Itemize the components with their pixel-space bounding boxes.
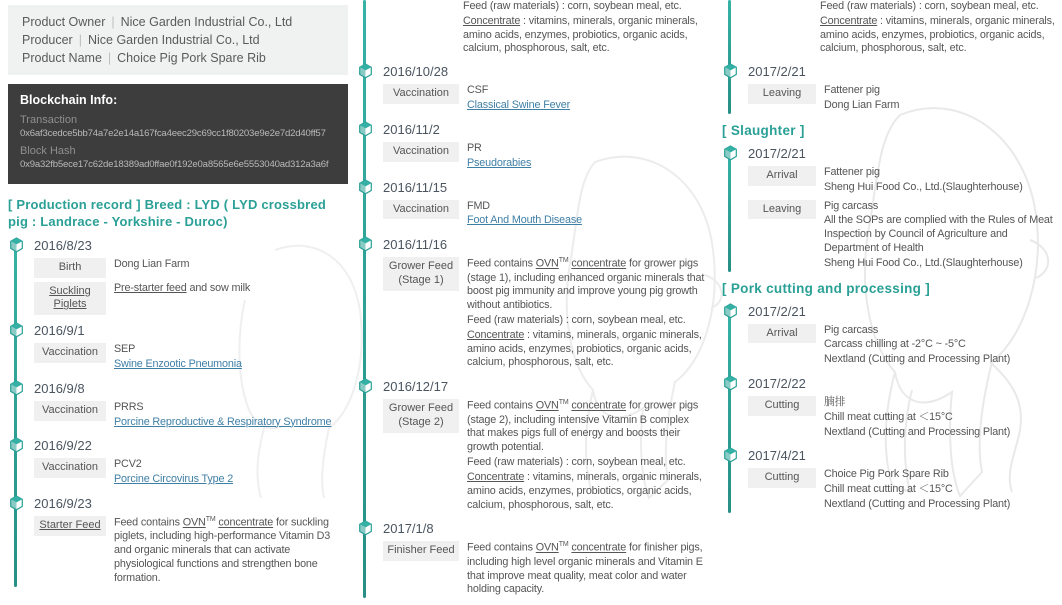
value-line: [824, 338, 1060, 352]
blockchain-cube-icon: [9, 322, 24, 338]
event-value: [467, 257, 707, 371]
event-row: [383, 541, 707, 598]
text-segment: CSF: [467, 84, 489, 97]
value-line: [824, 498, 1060, 512]
timeline-production: [8, 237, 348, 587]
product-info-label: Product Owner: [22, 15, 106, 29]
blockchain-cube-icon: [723, 145, 738, 161]
text-segment: : vitamins, minerals, organic minerals, amino acids, enzymes, probiotics, organic acids, calcium, phosphorous, salt, etc.: [463, 14, 698, 55]
timeline-entry: [383, 121, 707, 172]
blockchain-cube-icon: [9, 380, 24, 396]
entry-date: 2017/2/21: [748, 303, 806, 319]
detail-link[interactable]: Porcine Circovirus Type 2: [114, 473, 234, 486]
text-segment: Feed (raw materials) : corn, soybean meal, etc.: [463, 0, 682, 12]
entry-date: 2017/2/21: [748, 145, 806, 161]
timeline-continuation: [748, 0, 1060, 56]
value-line: [463, 0, 707, 14]
value-line: [114, 401, 348, 415]
event-row: [748, 84, 1060, 114]
value-line: [824, 200, 1060, 214]
timeline-entry: [34, 437, 348, 488]
event-type-label: Leaving: [748, 84, 816, 104]
text-segment: Pig carcass: [824, 323, 879, 336]
event-row: [34, 258, 348, 278]
text-segment: Nextland (Cutting and Processing Plant): [824, 498, 1011, 511]
event-row: [34, 282, 348, 316]
entry-date: 2017/2/22: [748, 376, 806, 391]
timeline-entry: [748, 375, 1060, 440]
timeline-entry: [383, 236, 707, 371]
text-segment: : vitamins, minerals, organic minerals, amino acids, enzymes, probiotics, organic acids, calcium, phosphorous, salt, etc.: [820, 14, 1055, 55]
event-value: [824, 166, 1060, 196]
entry-date: 2016/9/1: [34, 323, 85, 339]
event-type-label: Grower Feed (Stage 2): [383, 399, 459, 433]
value-line: [114, 416, 348, 430]
event-value: [467, 541, 707, 598]
text-segment: Feed contains: [114, 516, 183, 529]
event-type-label: Finisher Feed: [383, 541, 459, 561]
event-value: [467, 84, 707, 114]
event-type-label: Vaccination: [34, 401, 106, 421]
text-segment: Chill meat cutting at ＜15°C: [824, 483, 953, 496]
event-row: [748, 200, 1060, 272]
event-type-label: Arrival: [748, 166, 816, 186]
text-segment: Concentrate: [463, 14, 521, 27]
blockchain-cube-icon: [9, 237, 24, 253]
value-line: [824, 214, 1060, 255]
value-line: [467, 257, 707, 313]
product-info-label: Producer: [22, 33, 73, 48]
entry-date: 2016/10/28: [383, 64, 449, 80]
text-segment: SEP: [114, 343, 136, 356]
timeline-entry: [383, 63, 707, 114]
event-value: [114, 401, 348, 431]
value-line: [467, 157, 707, 171]
product-info-row: [22, 49, 334, 67]
event-type-label: Vaccination: [383, 142, 459, 162]
text-segment: OVN: [535, 541, 559, 554]
block-hash: 0x9a32fb5ece17c62de18389ad0ffae0f192e0a8565e6e5553040ad312a3a6f: [20, 158, 329, 170]
blockchain-cube-icon: [723, 447, 738, 463]
text-segment: Feed (raw materials) : corn, soybean meal, etc.: [820, 0, 1039, 12]
event-type-label[interactable]: Starter Feed: [34, 516, 106, 536]
blockchain-cube-icon: [358, 179, 373, 195]
text-segment: : vitamins, minerals, organic minerals, amino acids, enzymes, probiotics, organic acids, calcium, phosphorous, salt, etc.: [467, 328, 702, 369]
event-value: [824, 324, 1060, 368]
timeline-production-continued: [357, 0, 707, 598]
event-row: [34, 458, 348, 488]
blockchain-cube-icon: [358, 236, 373, 252]
text-segment: PCV2: [114, 458, 142, 471]
text-segment: concentrate: [571, 399, 627, 412]
timeline-entry: [748, 447, 1060, 512]
blockchain-info-title: Blockchain Info:: [20, 93, 118, 108]
product-info-row: [22, 13, 334, 31]
blockchain-cube-icon: [723, 303, 738, 319]
event-type-label[interactable]: Suckling Piglets: [34, 282, 106, 316]
text-segment: Fattener pig: [824, 84, 880, 97]
entry-date: 2017/1/8: [383, 521, 434, 537]
detail-link[interactable]: Classical Swine Fever: [467, 99, 571, 112]
event-row: [383, 84, 707, 114]
value-line: [467, 329, 707, 370]
product-info-value: Nice Garden Industrial Co., Ltd: [120, 15, 293, 29]
entry-date: 2016/11/16: [383, 237, 448, 253]
text-segment: TM: [558, 399, 569, 407]
text-segment: Sheng Hui Food Co., Ltd.(Slaughterhouse): [824, 180, 1023, 193]
event-value: [824, 84, 1060, 114]
timeline-entry: [748, 303, 1060, 368]
timeline-slaughter-processing: [722, 0, 1060, 513]
value-line: [114, 358, 348, 372]
production-record-heading: [ Production record ] Breed : LYD ( LYD crossbred pig : Landrace - Yorkshire - Duroc): [8, 196, 327, 230]
timeline-entry: [34, 322, 348, 373]
text-segment: for grower pigs (stage 2), including intensive Vitamin B complex that makes pigs full of energy and boosts their growth potential.: [467, 399, 699, 454]
separator: |: [111, 15, 115, 29]
product-info-value: Nice Garden Industrial Co., Ltd: [87, 33, 260, 48]
event-row: [748, 468, 1060, 512]
text-segment: : vitamins, minerals, organic minerals, amino acids, enzymes, probiotics, organic acids, calcium, phosphorous, salt, etc.: [467, 470, 702, 511]
value-line: [467, 314, 707, 328]
value-line: [114, 258, 348, 272]
text-segment: Chill meat cutting at ＜15°C: [824, 410, 953, 423]
block-hash-label: Block Hash: [20, 145, 76, 158]
text-segment: TM: [558, 257, 569, 265]
event-type-label: Cutting: [748, 396, 816, 416]
value-line: [467, 142, 707, 156]
text-segment: PR: [467, 141, 482, 154]
timeline-group: [722, 303, 1060, 513]
detail-link[interactable]: Foot And Mouth Disease: [467, 214, 582, 227]
event-value: [467, 142, 707, 172]
text-segment: TM: [205, 516, 216, 524]
event-row: [748, 396, 1060, 440]
event-type-label: Cutting: [748, 468, 816, 488]
event-value: [467, 399, 707, 513]
event-value: [114, 343, 348, 373]
value-line: [820, 0, 1060, 14]
timeline-group: [357, 0, 707, 598]
value-line: [824, 411, 1060, 425]
product-info-label: Product Name: [22, 51, 102, 66]
value-line: [824, 181, 1060, 195]
detail-link[interactable]: Pseudorabies: [467, 156, 532, 169]
text-segment: concentrate: [218, 516, 274, 529]
text-segment: concentrate: [571, 541, 627, 554]
blockchain-info-panel: [8, 84, 348, 183]
timeline-entry: [748, 145, 1060, 272]
text-segment: Nextland (Cutting and Processing Plant): [824, 353, 1011, 366]
text-segment: OVN: [535, 257, 559, 270]
text-segment: Pig carcass: [824, 199, 879, 212]
event-row: [383, 200, 707, 230]
entry-date: 2016/9/23: [34, 496, 92, 512]
entry-date: 2016/11/2: [383, 121, 440, 137]
timeline-group: [722, 145, 1060, 272]
event-type-label: Grower Feed (Stage 1): [383, 257, 459, 291]
timeline-group: [8, 237, 348, 587]
value-line: [467, 541, 707, 597]
entry-date: 2016/9/22: [34, 438, 92, 454]
timeline-entry: [34, 495, 348, 587]
entry-date: 2017/2/21: [748, 64, 806, 80]
value-line: [820, 15, 1060, 56]
text-segment: Concentrate: [467, 470, 525, 483]
text-segment: Nextland (Cutting and Processing Plant): [824, 425, 1011, 438]
transaction-hash: 0x6af3cedce5bb74a7e2e14a167fca4eec29c69cc1f80203e9e2e7d2d40ff57: [20, 128, 326, 140]
product-info-box: [8, 5, 348, 75]
value-line: [467, 456, 707, 470]
text-segment: Feed contains: [467, 541, 536, 554]
timeline-group: [722, 0, 1060, 114]
event-row: [748, 166, 1060, 196]
event-row: [748, 324, 1060, 368]
timeline-entry: [34, 237, 348, 315]
text-segment: Feed contains: [467, 257, 536, 270]
value-line: [114, 516, 348, 586]
entry-date: 2016/9/8: [34, 380, 85, 396]
entry-date: 2016/11/15: [383, 179, 448, 195]
separator: |: [107, 51, 112, 66]
text-segment: Dong Lian Farm: [114, 257, 190, 270]
section-heading: [ Slaughter ]: [722, 122, 805, 138]
text-segment: Feed (raw materials) : corn, soybean meal, etc.: [467, 313, 686, 326]
value-line: [467, 399, 707, 455]
event-value: [467, 200, 707, 230]
text-segment: OVN: [535, 399, 559, 412]
text-segment: PRRS: [114, 400, 144, 413]
blockchain-cube-icon: [358, 121, 373, 137]
event-value: [824, 468, 1060, 512]
value-line: [467, 214, 707, 228]
value-line: [824, 483, 1060, 497]
blockchain-cube-icon: [9, 437, 24, 453]
text-segment: Pre-starter feed: [114, 281, 187, 294]
value-line: [467, 99, 707, 113]
value-line: [824, 166, 1060, 180]
event-type-label: Vaccination: [383, 84, 459, 104]
text-segment: OVN: [182, 516, 206, 529]
timeline-entry: [748, 63, 1060, 114]
timeline-continuation: [383, 0, 707, 56]
blockchain-cube-icon: [723, 63, 738, 79]
event-row: [34, 401, 348, 431]
value-line: [467, 84, 707, 98]
column-production-left: [8, 0, 348, 594]
value-line: [824, 99, 1060, 113]
column-slaughter-processing: [722, 0, 1060, 520]
text-segment: Concentrate: [820, 14, 878, 27]
blockchain-cube-icon: [723, 375, 738, 391]
text-segment: Choice Pig Pork Spare Rib: [824, 468, 949, 481]
text-segment: Feed contains: [467, 399, 536, 412]
text-segment: All the SOPs are complied with the Rules of Meat Inspection by Council of Agriculture and Department of Health: [824, 214, 1053, 254]
text-segment: for finisher pigs, including high level organic minerals and Vitamin E that improve meat quality, meat color and water holding capacity.: [467, 541, 703, 596]
blockchain-cube-icon: [358, 520, 373, 536]
text-segment: 腩排: [824, 396, 846, 408]
section-heading: [ Pork cutting and processing ]: [722, 280, 931, 296]
value-line: [467, 471, 707, 512]
text-segment: Fattener pig: [824, 165, 880, 178]
text-segment: and sow milk: [186, 281, 251, 294]
timeline-entry: [383, 378, 707, 513]
continuation-text: [820, 0, 1060, 56]
event-row: [383, 142, 707, 172]
event-value: [824, 200, 1060, 272]
value-line: [824, 396, 1060, 410]
continuation-text: [463, 0, 707, 56]
event-type-label: Birth: [34, 258, 106, 278]
value-line: [824, 84, 1060, 98]
timeline-entry: [383, 520, 707, 598]
transaction-label: Transaction: [20, 114, 78, 127]
event-row: [34, 516, 348, 587]
event-type-label: Leaving: [748, 200, 816, 220]
event-type-label: Vaccination: [383, 200, 459, 220]
event-value: [824, 396, 1060, 440]
text-segment: Sheng Hui Food Co., Ltd.(Slaughterhouse): [824, 256, 1023, 269]
value-line: [114, 458, 348, 472]
event-value: [114, 282, 348, 316]
event-value: [114, 258, 348, 278]
value-line: [467, 200, 707, 214]
value-line: [114, 282, 348, 296]
event-type-label: Vaccination: [34, 343, 106, 363]
text-segment: Carcass chilling at -2°C ~ -5°C: [824, 338, 966, 351]
text-segment: FMD: [467, 199, 490, 212]
event-row: [383, 257, 707, 371]
blockchain-cube-icon: [9, 495, 24, 511]
entry-date: 2017/4/21: [748, 448, 806, 464]
entry-date: 2016/8/23: [34, 237, 92, 253]
blockchain-cube-icon: [358, 378, 373, 394]
event-value: [114, 458, 348, 488]
value-line: [114, 473, 348, 487]
event-row: [34, 343, 348, 373]
timeline-entry: [383, 179, 707, 230]
event-type-label: Arrival: [748, 324, 816, 344]
text-segment: for suckling piglets, including high-performance Vitamin D3 and organic minerals that can activate physiological functions and strengthen bone formation.: [114, 516, 331, 584]
event-type-label: Vaccination: [34, 458, 106, 478]
detail-link[interactable]: Porcine Reproductive & Respiratory Syndrome: [114, 415, 332, 428]
value-line: [114, 343, 348, 357]
text-segment: concentrate: [571, 257, 627, 270]
text-segment: for grower pigs (stage 1), including enhanced organic minerals that boost pig immunity and improve young pig growth without antibiotics.: [467, 257, 705, 312]
value-line: [463, 15, 707, 56]
product-info-value: Choice Pig Pork Spare Rib: [117, 51, 266, 66]
detail-link[interactable]: Swine Enzootic Pneumonia: [114, 357, 242, 370]
column-production-middle: [357, 0, 707, 605]
text-segment: Feed (raw materials) : corn, soybean meal, etc.: [467, 456, 686, 469]
value-line: [824, 353, 1060, 367]
product-info-row: [22, 31, 334, 49]
text-segment: TM: [558, 541, 569, 549]
blockchain-cube-icon: [358, 63, 373, 79]
value-line: [824, 426, 1060, 440]
text-segment: Concentrate: [467, 328, 525, 341]
text-segment: Dong Lian Farm: [824, 99, 900, 112]
entry-date: 2016/12/17: [383, 379, 449, 395]
value-line: [824, 324, 1060, 338]
timeline-entry: [34, 380, 348, 431]
value-line: [824, 468, 1060, 482]
separator: |: [78, 33, 82, 48]
event-row: [383, 399, 707, 513]
event-value: [114, 516, 348, 587]
value-line: [824, 257, 1060, 271]
